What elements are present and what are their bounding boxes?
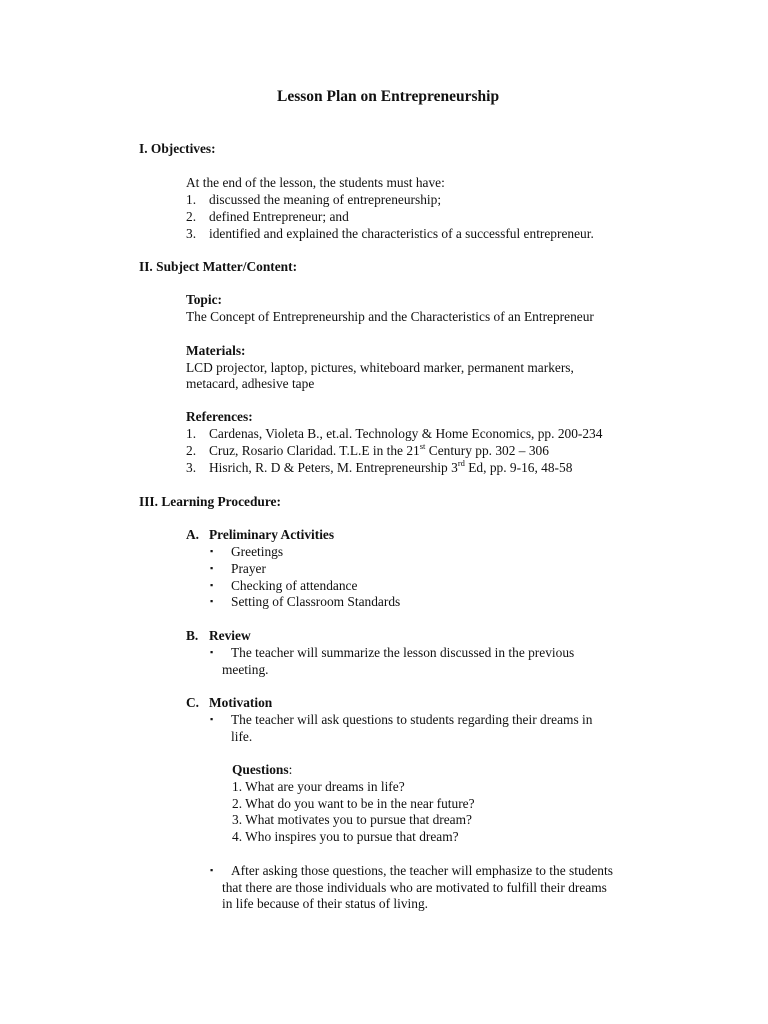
materials-text: LCD projector, laptop, pictures, whiteboard marker, permanent markers, [186, 360, 574, 375]
question-item: 1. What are your dreams in life? [232, 779, 405, 794]
objective-text: identified and explained the characteristics of a successful entrepreneur. [209, 226, 594, 241]
section-label: Review [209, 628, 251, 643]
reference-item [186, 440, 549, 460]
objectives-heading: I. Objectives: [139, 141, 216, 156]
subject-matter-heading: II. Subject Matter/Content: [139, 259, 298, 274]
objective-item [186, 209, 349, 226]
list-number: 2. [186, 443, 197, 458]
bullet-text-continued: in life because of their status of living. [222, 896, 429, 911]
section-letter: A. [186, 527, 200, 542]
materials-label: Materials: [186, 343, 246, 358]
reference-text: Ed, pp. 9-16, 48-58 [464, 460, 573, 475]
reference-text: Hisrich, R. D & Peters, M. Entrepreneurship 3 [209, 460, 458, 475]
objective-text: discussed the meaning of entrepreneurship; [209, 192, 442, 207]
topic-text: The Concept of Entrepreneurship and the Characteristics of an Entrepreneur [186, 309, 594, 324]
list-number: 3. [186, 226, 197, 241]
bullet-item [210, 645, 575, 663]
section-letter: B. [186, 628, 199, 643]
bullet-text: Greetings [231, 544, 284, 559]
bullet-item [210, 712, 593, 730]
question-item: 4. Who inspires you to pursue that dream? [232, 829, 459, 844]
list-number: 3. [186, 460, 197, 475]
reference-item [186, 457, 573, 477]
bullet-text: Checking of attendance [231, 578, 358, 593]
reference-item [186, 426, 602, 443]
square-bullet-icon: ▪ [210, 580, 214, 590]
motivation-heading [186, 695, 272, 712]
reference-text: Cardenas, Violeta B., et.al. Technology & Home Economics, pp. 200-234 [209, 426, 603, 441]
bullet-text-continued: that there are those individuals who are motivated to fulfill their dreams [222, 880, 607, 895]
list-number: 2. [186, 209, 197, 224]
bullet-text: After asking those questions, the teacher will emphasize to the students [231, 863, 613, 878]
bullet-text-continued: meeting. [222, 662, 269, 677]
square-bullet-icon: ▪ [210, 596, 214, 606]
section-label: Motivation [209, 695, 273, 710]
bullet-item [210, 561, 266, 579]
list-number: 1. [186, 192, 197, 207]
review-heading [186, 628, 251, 645]
questions-label-text: Questions [232, 762, 289, 777]
section-letter: C. [186, 695, 200, 710]
learning-procedure-heading: III. Learning Procedure: [139, 494, 281, 509]
square-bullet-icon: ▪ [210, 647, 214, 657]
topic-label: Topic: [186, 292, 222, 307]
bullet-text: Setting of Classroom Standards [231, 594, 401, 609]
objective-item [186, 226, 594, 243]
question-item: 2. What do you want to be in the near future? [232, 796, 475, 811]
objective-item [186, 192, 441, 209]
bullet-text-continued: life. [231, 729, 253, 744]
questions-colon: : [288, 762, 293, 777]
questions-label [232, 762, 292, 779]
superscript: rd [457, 457, 465, 468]
reference-text: Century pp. 302 – 306 [425, 443, 549, 458]
square-bullet-icon: ▪ [210, 546, 214, 556]
section-label: Preliminary Activities [209, 527, 335, 542]
document-title: Lesson Plan on Entrepreneurship [277, 88, 500, 105]
materials-text: metacard, adhesive tape [186, 376, 315, 391]
square-bullet-icon: ▪ [210, 714, 214, 724]
list-number: 1. [186, 426, 197, 441]
bullet-item [210, 863, 613, 881]
references-label: References: [186, 409, 253, 424]
objectives-intro: At the end of the lesson, the students must have: [186, 175, 445, 190]
bullet-item [210, 594, 401, 612]
superscript: st [419, 440, 426, 451]
square-bullet-icon: ▪ [210, 563, 214, 573]
objective-text: defined Entrepreneur; and [209, 209, 349, 224]
question-item: 3. What motivates you to pursue that dream? [232, 812, 472, 827]
bullet-item [210, 544, 284, 562]
bullet-text: Prayer [231, 561, 266, 576]
square-bullet-icon: ▪ [210, 865, 214, 875]
bullet-text: The teacher will summarize the lesson discussed in the previous [231, 645, 575, 660]
reference-text: Cruz, Rosario Claridad. T.L.E in the 21 [209, 443, 420, 458]
bullet-text: The teacher will ask questions to students regarding their dreams in [231, 712, 593, 727]
preliminary-activities-heading [186, 527, 334, 544]
